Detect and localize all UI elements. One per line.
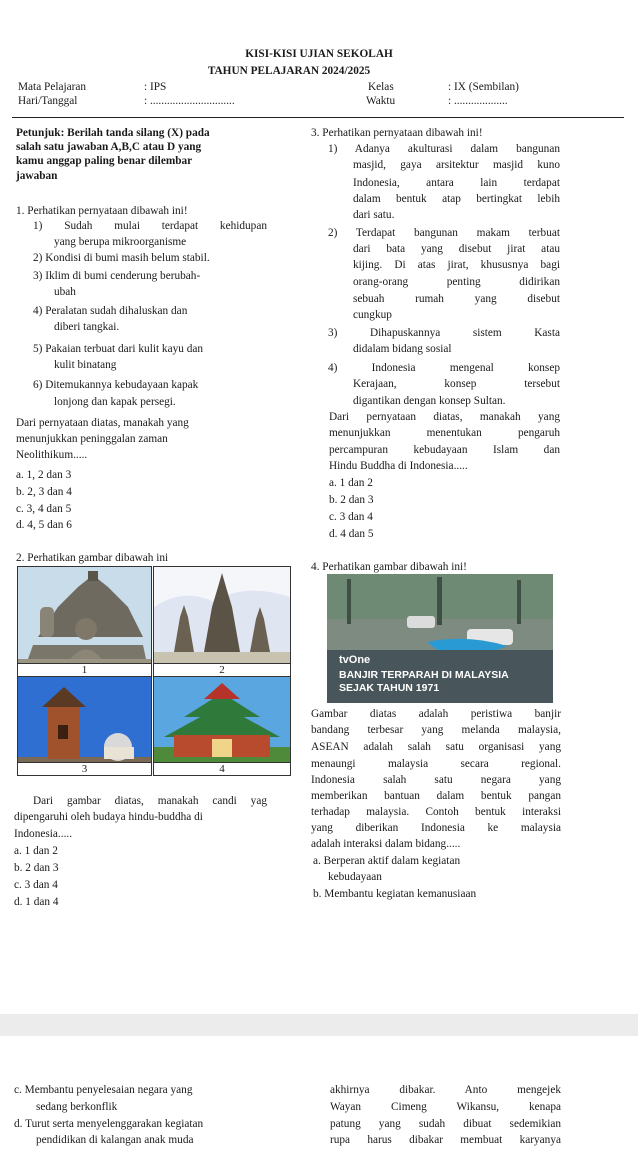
q4-option-c[interactable]: c. Membantu penyelesaian negara yang <box>14 1084 193 1096</box>
q3-item: 3) Dihapuskannya sistem Kasta <box>328 327 560 339</box>
q3-item-cont: dari bata yang disebut jirat atau <box>353 243 560 255</box>
q3-item-cont: digantikan dengan konsep Sultan. <box>353 395 506 407</box>
subject-label: Mata Pelajaran <box>18 81 87 93</box>
q4-option-b[interactable]: b. Membantu kegiatan kemanusiaan <box>313 888 477 900</box>
q3-item-cont: kijing. Di atas jirat, khususnya bagi <box>353 259 560 271</box>
q1-option-a[interactable]: a. 1, 2 dan 3 <box>16 469 72 481</box>
class-value: : IX (Sembilan) <box>448 81 519 93</box>
continuation-line: patung yang sudah dibuat sedemikian <box>330 1118 561 1130</box>
q4-body: Gambar diatas adalah peristiwa banjir <box>311 708 561 720</box>
q3-item: 4) Indonesia mengenal konsep <box>328 362 560 374</box>
news-headline-year: SEJAK TAHUN 1971 <box>339 682 440 694</box>
q2-stem: 2. Perhatikan gambar dibawah ini <box>16 552 169 564</box>
q2-question: dipengaruhi oleh budaya hindu-buddha di <box>14 811 203 823</box>
q3-item: 2) Terdapat bangunan makam terbuat <box>328 227 560 239</box>
q3-option-d[interactable]: d. 4 dan 5 <box>329 528 374 540</box>
q3-item-cont: Kerajaan, konsep tersebut <box>353 378 560 390</box>
prambanan-photo <box>153 566 291 677</box>
image-label-1: 1 <box>18 663 151 676</box>
q4-body: bandang terbesar yang melanda malaysia, <box>311 724 561 736</box>
q3-item-cont: dari satu. <box>353 209 395 221</box>
continuation-line: rupa harus dibakar membuat karyanya <box>330 1134 561 1146</box>
q4-body: memberikan bantuan dalam bentuk pangan <box>311 790 561 802</box>
doc-subtitle: TAHUN PELAJARAN 2024/2025 <box>207 65 371 77</box>
q2-option-c[interactable]: c. 3 dan 4 <box>14 879 58 891</box>
news-headline: BANJIR TERPARAH DI MALAYSIA <box>339 669 509 681</box>
q1-item-cont: diberi tangkai. <box>54 321 120 333</box>
masjid-photo <box>153 676 291 776</box>
q3-option-c[interactable]: c. 3 dan 4 <box>329 511 373 523</box>
time-label: Waktu <box>366 95 396 107</box>
q2-option-a[interactable]: a. 1 dan 2 <box>14 845 58 857</box>
q1-question: Dari pernyataan diatas, manakah yang <box>16 417 189 429</box>
q4-option-a[interactable]: a. Berperan aktif dalam kegiatan <box>313 855 461 867</box>
q1-item-cont: lonjong dan kapak persegi. <box>54 396 176 408</box>
q3-item-cont: dalam bentuk atap bertingkat lebih <box>353 193 560 205</box>
q4-option-d-cont: pendidikan di kalangan anak muda <box>36 1134 194 1146</box>
instruction-line: salah satu jawaban A,B,C atau D yang <box>16 141 202 153</box>
q1-stem: 1. Perhatikan pernyataan dibawah ini! <box>16 205 188 217</box>
continuation-line: Wayan Cimeng Wikansu, kenapa <box>330 1101 561 1113</box>
q4-body: ASEAN adalah salah satu organisasi yang <box>311 741 561 753</box>
q4-option-a-cont: kebudayaan <box>328 871 382 883</box>
borobudur-photo <box>17 566 152 677</box>
q1-item-cont: ubah <box>54 286 76 298</box>
q4-body: adalah interaksi dalam bidang..... <box>311 838 461 850</box>
q3-stem: 3. Perhatikan pernyataan dibawah ini! <box>311 127 483 139</box>
q3-question: menunjukkan menentukan pengaruh <box>329 427 560 439</box>
q4-body: terhadap malaysia. Contoh bentuk interaksi <box>311 806 561 818</box>
q1-item: 4) Peralatan sudah dihaluskan dan <box>33 305 188 317</box>
image-label-2: 2 <box>154 663 290 676</box>
q3-option-b[interactable]: b. 2 dan 3 <box>329 494 374 506</box>
q3-item-cont: masjid, gaya arsitektur masjid kuno <box>353 159 560 171</box>
class-label: Kelas <box>368 81 394 93</box>
q4-option-c-cont: sedang berkonflik <box>36 1101 118 1113</box>
q3-question: Hindu Buddha di Indonesia..... <box>329 460 468 472</box>
q3-item-cont: sebuah rumah yang disebut <box>353 293 560 305</box>
q3-option-a[interactable]: a. 1 dan 2 <box>329 477 373 489</box>
date-value: : .............................. <box>144 95 235 107</box>
image-label-4: 4 <box>154 762 290 775</box>
doc-title: KISI-KISI UJIAN SEKOLAH <box>245 48 393 60</box>
q1-item: 5) Pakaian terbuat dari kulit kayu dan <box>33 343 204 355</box>
q4-body: menaungi malaysia secara regional. <box>311 758 561 770</box>
q1-option-c[interactable]: c. 3, 4 dan 5 <box>16 503 72 515</box>
page-break <box>0 1014 638 1036</box>
tvone-logo: tvOne <box>339 654 371 666</box>
q2-option-d[interactable]: d. 1 dan 4 <box>14 896 59 908</box>
q1-item-cont: yang berupa mikroorganisme <box>54 236 187 248</box>
menara-kudus-photo <box>17 676 152 776</box>
q1-item-cont: kulit binatang <box>54 359 117 371</box>
flood-news-photo <box>327 574 553 703</box>
header-divider <box>12 117 624 118</box>
q1-item: 3) Iklim di bumi cenderung berubah- <box>33 270 201 282</box>
q1-item: 2) Kondisi di bumi masih belum stabil. <box>33 252 210 264</box>
continuation-line: akhirnya dibakar. Anto mengejek <box>330 1084 561 1096</box>
q4-option-d[interactable]: d. Turut serta menyelenggarakan kegiatan <box>14 1118 204 1130</box>
q4-body: yang diberikan Indonesia ke malaysia <box>311 822 561 834</box>
q1-question: Neolithikum..... <box>16 449 88 461</box>
subject-value: : IPS <box>144 81 167 93</box>
q1-item: 6) Ditemukannya kebudayaan kapak <box>33 379 199 391</box>
q4-stem: 4. Perhatikan gambar dibawah ini! <box>311 561 467 573</box>
q3-item: 1) Adanya akulturasi dalam bangunan <box>328 143 560 155</box>
instruction-line: kamu anggap paling benar dilembar <box>16 155 193 167</box>
q3-item-cont: orang-orang penting didirikan <box>353 276 560 288</box>
q1-option-b[interactable]: b. 2, 3 dan 4 <box>16 486 72 498</box>
q3-question: percampuran kebudayaan Islam dan <box>329 444 560 456</box>
instruction-line: jawaban <box>16 170 58 182</box>
q1-option-d[interactable]: d. 4, 5 dan 6 <box>16 519 72 531</box>
q4-body: Indonesia salah satu negara yang <box>311 774 561 786</box>
q2-question: Dari gambar diatas, manakah candi yag <box>33 795 267 807</box>
image-label-3: 3 <box>18 762 151 775</box>
q2-option-b[interactable]: b. 2 dan 3 <box>14 862 59 874</box>
time-value: : ................... <box>448 95 508 107</box>
q3-item-cont: cungkup <box>353 309 392 321</box>
q2-question: Indonesia..... <box>14 828 73 840</box>
instruction-line: Petunjuk: Berilah tanda silang (X) pada <box>16 127 210 139</box>
q3-item-cont: didalam bidang sosial <box>353 343 452 355</box>
q3-question: Dari pernyataan diatas, manakah yang <box>329 411 560 423</box>
date-label: Hari/Tanggal <box>18 95 78 107</box>
q1-question: menunjukkan peninggalan zaman <box>16 433 168 445</box>
q3-item-cont: Indonesia, antara lain terdapat <box>353 177 560 189</box>
q1-item: 1) Sudah mulai terdapat kehidupan <box>33 220 267 232</box>
